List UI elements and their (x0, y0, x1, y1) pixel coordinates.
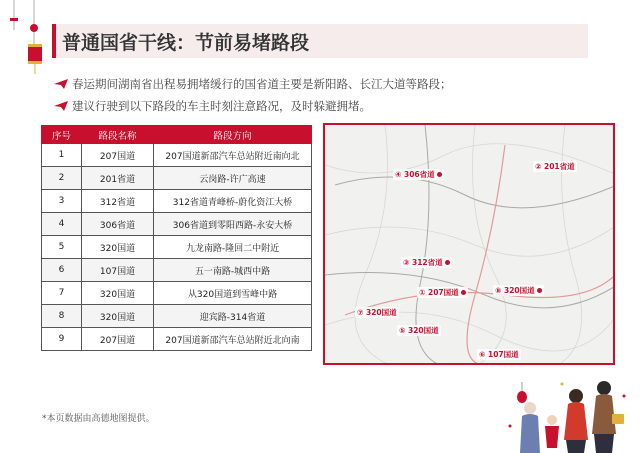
cell-index: 7 (42, 282, 82, 305)
bullet-item-2 (54, 98, 371, 114)
table-row (42, 305, 312, 328)
cell-road: 320国道 (82, 305, 154, 328)
family-illustration (500, 366, 630, 453)
bullet-item-1 (54, 76, 452, 92)
cell-direction: 迎宾路-314省道 (154, 305, 312, 328)
cell-road: 207国道 (82, 328, 154, 351)
cell-index: 4 (42, 213, 82, 236)
table-row (42, 190, 312, 213)
table-row (42, 328, 312, 351)
cell-direction: 五一南路-城西中路 (154, 259, 312, 282)
cell-index: 9 (42, 328, 82, 351)
cell-index: 3 (42, 190, 82, 213)
cell-direction: 312省道青峰桥-蔚化资江大桥 (154, 190, 312, 213)
map-marker-8[interactable]: ⑧ 320国道 (493, 285, 544, 296)
table-row (42, 213, 312, 236)
map-marker-5[interactable]: ⑤ 320国道 (399, 326, 439, 335)
cell-road: 320国道 (82, 282, 154, 305)
page-title: 普通国省干线：节前易堵路段 (62, 32, 310, 54)
cell-direction: 306省道到零阳西路-永安大桥 (154, 213, 312, 236)
col-header-road: 路段名称 (82, 126, 154, 144)
cell-direction: 九龙南路-隆回二中附近 (154, 236, 312, 259)
cell-road: 306省道 (82, 213, 154, 236)
footnote: *本页数据由高德地图提供。 (42, 414, 155, 424)
road-map[interactable] (323, 123, 615, 365)
congestion-table (41, 125, 312, 351)
lanterns-decoration (6, 0, 50, 78)
cell-road: 207国道 (82, 144, 154, 167)
cell-road: 312省道 (82, 190, 154, 213)
paper-plane-icon (54, 101, 68, 111)
table-row (42, 167, 312, 190)
title-accent (52, 24, 56, 58)
table-row (42, 282, 312, 305)
map-marker-2[interactable]: ② 201省道 (535, 162, 575, 171)
cell-road: 107国道 (82, 259, 154, 282)
map-marker-7[interactable]: ⑦ 320国道 (357, 308, 397, 317)
bullet-text: 春运期间湖南省出程易拥堵缓行的国省道主要是新阳路、长江大道等路段； (72, 77, 452, 91)
cell-index: 1 (42, 144, 82, 167)
table-row (42, 259, 312, 282)
map-marker-3[interactable]: ③ 312省道 (401, 257, 452, 268)
cell-direction: 207国道新邵汽车总站附近北向南 (154, 328, 312, 351)
col-header-index: 序号 (42, 126, 82, 144)
col-header-direction: 路段方向 (154, 126, 312, 144)
map-marker-4[interactable]: ④ 306省道 (393, 169, 444, 180)
cell-index: 5 (42, 236, 82, 259)
cell-direction: 从320国道到雪峰中路 (154, 282, 312, 305)
cell-road: 320国道 (82, 236, 154, 259)
cell-index: 2 (42, 167, 82, 190)
table-row (42, 144, 312, 167)
cell-index: 8 (42, 305, 82, 328)
table-header-row (42, 126, 312, 144)
cell-index: 6 (42, 259, 82, 282)
cell-direction: 207国道新邵汽车总站附近南向北 (154, 144, 312, 167)
title-bar (52, 24, 588, 58)
table-row (42, 236, 312, 259)
map-marker-6[interactable]: ⑥ 107国道 (479, 350, 519, 359)
map-marker-1[interactable]: ① 207国道 (417, 287, 468, 298)
cell-road: 201省道 (82, 167, 154, 190)
paper-plane-icon (54, 79, 68, 89)
bullet-text: 建议行驶到以下路段的车主时刻注意路况，及时躲避拥堵。 (72, 99, 371, 113)
cell-direction: 云岗路-许广高速 (154, 167, 312, 190)
